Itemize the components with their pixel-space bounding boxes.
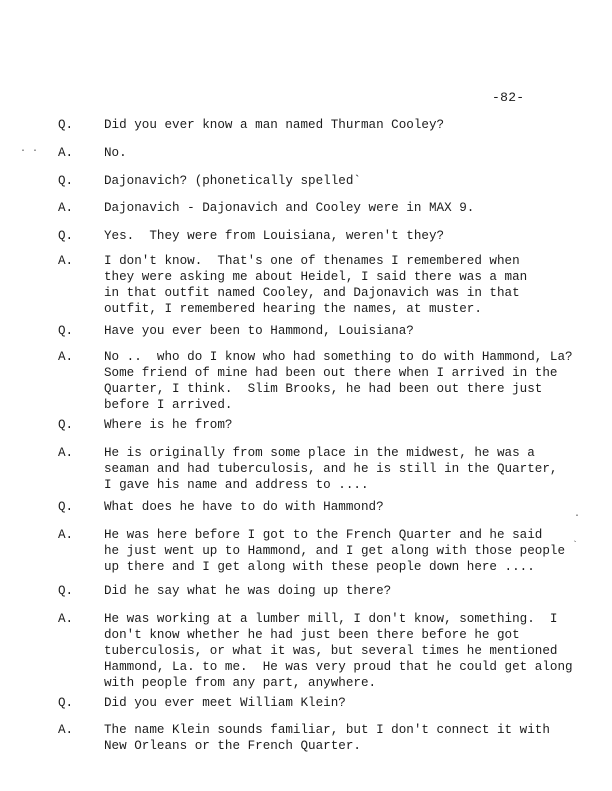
statement-text: [104, 145, 584, 161]
speaker-label: Q.: [58, 696, 74, 710]
text-line: before I arrived.: [104, 398, 233, 412]
statement-text: [104, 228, 584, 244]
text-line: No.: [104, 146, 127, 160]
text-line: Did you ever know a man named Thurman Cooley?: [104, 118, 445, 132]
text-line: Did he say what he was doing up there?: [104, 584, 392, 598]
text-line: tuberculosis, or what it was, but several times he mentioned: [104, 644, 558, 658]
statement-text: [104, 417, 584, 433]
speaker-label: Q.: [58, 324, 74, 338]
text-line: Quarter, I think. Slim Brooks, he had been out there just: [104, 382, 543, 396]
speaker-label: Q.: [58, 118, 74, 132]
text-line: Where is he from?: [104, 418, 233, 432]
statement-text: [104, 323, 584, 339]
statement-text: [104, 173, 584, 189]
text-line: seaman and had tuberculosis, and he is still in the Quarter,: [104, 462, 558, 476]
speaker-label: A.: [58, 723, 74, 737]
speaker-label: A.: [58, 201, 74, 215]
text-line: in that outfit named Cooley, and Dajonavich was in that: [104, 286, 520, 300]
text-line: Did you ever meet William Klein?: [104, 696, 346, 710]
speaker-label: A.: [58, 254, 74, 268]
text-line: I gave his name and address to ....: [104, 478, 369, 492]
speaker-label: A.: [58, 350, 74, 364]
statement-text: [104, 253, 584, 317]
statement-text: [104, 117, 584, 133]
speaker-label: Q.: [58, 584, 74, 598]
margin-mark: `: [572, 541, 579, 552]
statement-text: [104, 349, 584, 413]
text-line: The name Klein sounds familiar, but I don't connect it with: [104, 723, 550, 737]
speaker-label: A.: [58, 446, 74, 460]
margin-mark: · ·: [20, 146, 39, 157]
statement-text: [104, 527, 584, 575]
statement-text: [104, 611, 584, 691]
statement-text: [104, 499, 584, 515]
text-line: Have you ever been to Hammond, Louisiana?: [104, 324, 414, 338]
text-line: He was working at a lumber mill, I don't know, something. I: [104, 612, 558, 626]
statement-text: [104, 445, 584, 493]
speaker-label: Q.: [58, 500, 74, 514]
text-line: don't know whether he had just been there before he got: [104, 628, 520, 642]
statement-text: [104, 695, 584, 711]
statement-text: [104, 722, 584, 754]
statement-text: [104, 200, 584, 216]
speaker-label: Q.: [58, 418, 74, 432]
text-line: Hammond, La. to me. He was very proud that he could get along: [104, 660, 573, 674]
page-number: -82-: [492, 90, 525, 105]
text-line: What does he have to do with Hammond?: [104, 500, 384, 514]
speaker-label: Q.: [58, 229, 74, 243]
text-line: Dajonavich? (phonetically spelled`: [104, 174, 361, 188]
text-line: He was here before I got to the French Quarter and he said: [104, 528, 543, 542]
text-line: New Orleans or the French Quarter.: [104, 739, 361, 753]
speaker-label: Q.: [58, 174, 74, 188]
text-line: outfit, I remembered hearing the names, at muster.: [104, 302, 482, 316]
text-line: No .. who do I know who had something to do with Hammond, La?: [104, 350, 573, 364]
text-line: Yes. They were from Louisiana, weren't they?: [104, 229, 445, 243]
text-line: Some friend of mine had been out there when I arrived in the: [104, 366, 558, 380]
text-line: they were asking me about Heidel, I said there was a man: [104, 270, 528, 284]
text-line: with people from any part, anywhere.: [104, 676, 377, 690]
text-line: he just went up to Hammond, and I get along with those people: [104, 544, 566, 558]
text-line: I don't know. That's one of thenames I remembered when: [104, 254, 520, 268]
margin-mark: ·: [574, 511, 581, 522]
text-line: He is originally from some place in the midwest, he was a: [104, 446, 535, 460]
speaker-label: A.: [58, 612, 74, 626]
speaker-label: A.: [58, 528, 74, 542]
text-line: up there and I get along with these people down here ....: [104, 560, 535, 574]
text-line: Dajonavich - Dajonavich and Cooley were in MAX 9.: [104, 201, 475, 215]
speaker-label: A.: [58, 146, 74, 160]
statement-text: [104, 583, 584, 599]
